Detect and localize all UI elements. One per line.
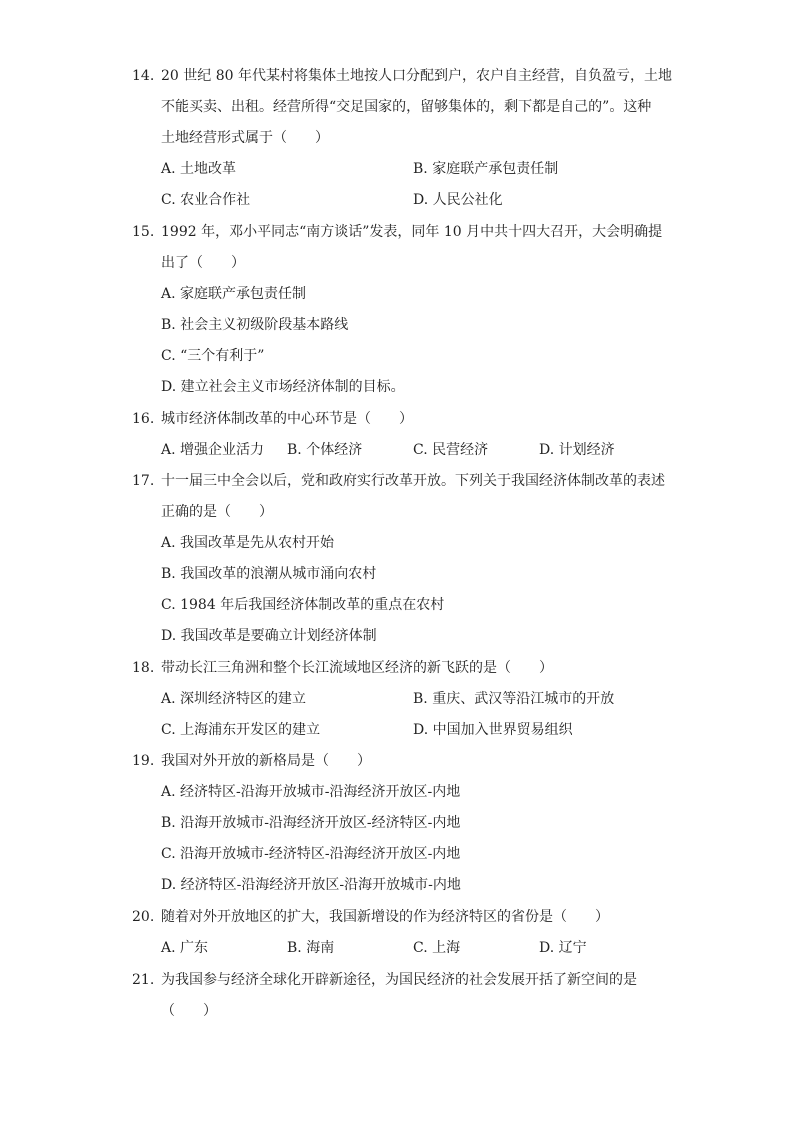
option-row — [161, 621, 672, 652]
question-stem-line: 随着对外开放地区的扩大，我国新增设的作为经济特区的省份是（ ） — [161, 909, 609, 925]
option-c[interactable]: C. 沿海开放城市-经济特区-沿海经济开放区-内地 — [161, 846, 461, 862]
option-row — [161, 777, 672, 808]
question-number: 15. — [132, 224, 155, 240]
question-stem-line: 我国对外开放的新格局是（ ） — [161, 753, 371, 769]
question-14 — [132, 61, 672, 216]
options — [161, 435, 672, 466]
option-b[interactable]: B. 我国改革的浪潮从城市涌向农村 — [161, 566, 377, 582]
question-stem — [161, 965, 672, 1027]
option-row — [161, 310, 672, 341]
option-c[interactable]: C. 上海 — [413, 940, 461, 956]
option-b[interactable]: B. 海南 — [287, 940, 335, 956]
question-stem-line: 20 世纪 80 年代某村将集体土地按人口分配到户，农户自主经营，自负盈亏，土地 — [161, 68, 672, 84]
option-row — [161, 559, 672, 590]
option-a[interactable]: A. 深圳经济特区的建立 — [161, 691, 307, 707]
option-b[interactable]: B. 社会主义初级阶段基本路线 — [161, 317, 349, 333]
question-stem-line: 十一届三中全会以后，党和政府实行改革开放。下列关于我国经济体制改革的表述 — [161, 473, 665, 489]
option-row — [161, 870, 672, 901]
option-d[interactable]: D. 我国改革是要确立计划经济体制 — [161, 628, 377, 644]
question-stem-line: 城市经济体制改革的中心环节是（ ） — [161, 411, 413, 427]
question-15 — [132, 217, 672, 403]
question-21 — [132, 965, 672, 1027]
option-a[interactable]: A. 广东 — [161, 940, 209, 956]
question-number: 18. — [132, 660, 155, 676]
question-stem — [161, 653, 672, 684]
option-row — [161, 372, 672, 403]
option-row — [161, 154, 672, 185]
question-stem-line: 正确的是（ ） — [161, 504, 273, 520]
option-c[interactable]: C. “三个有利于” — [161, 348, 265, 364]
option-row — [161, 185, 672, 216]
option-a[interactable]: A. 我国改革是先从农村开始 — [161, 535, 335, 551]
question-stem — [161, 902, 672, 933]
options — [161, 528, 672, 652]
option-row — [161, 528, 672, 559]
option-b[interactable]: B. 个体经济 — [287, 442, 363, 458]
question-17 — [132, 466, 672, 652]
question-stem-line: 出了（ ） — [161, 255, 245, 271]
question-stem-line: 土地经营形式属于（ ） — [161, 130, 329, 146]
option-c[interactable]: C. 上海浦东开发区的建立 — [161, 722, 321, 738]
option-d[interactable]: D. 计划经济 — [539, 442, 615, 458]
option-row — [161, 839, 672, 870]
question-stem-line: （ ） — [161, 1003, 217, 1019]
question-number: 16. — [132, 411, 155, 427]
option-a[interactable]: A. 增强企业活力 — [161, 442, 265, 458]
question-number: 21. — [132, 972, 155, 988]
question-number: 20. — [132, 909, 155, 925]
option-b[interactable]: B. 沿海开放城市-沿海经济开放区-经济特区-内地 — [161, 815, 461, 831]
option-row — [161, 590, 672, 621]
option-d[interactable]: D. 经济特区-沿海经济开放区-沿海开放城市-内地 — [161, 877, 461, 893]
question-18 — [132, 653, 672, 746]
question-stem-line: 为我国参与经济全球化开辟新途径，为国民经济的社会发展开括了新空间的是 — [161, 972, 637, 988]
option-c[interactable]: C. 1984 年后我国经济体制改革的重点在农村 — [161, 597, 445, 613]
option-row — [161, 715, 672, 746]
option-a[interactable]: A. 土地改革 — [161, 161, 237, 177]
options — [161, 684, 672, 746]
option-row — [161, 933, 672, 964]
option-a[interactable]: A. 家庭联产承包责任制 — [161, 286, 307, 302]
question-stem-line: 1992 年，邓小平同志“南方谈话”发表，同年 10 月中共十四大召开，大会明确提 — [161, 224, 663, 240]
question-19 — [132, 746, 672, 901]
question-16 — [132, 404, 672, 466]
option-c[interactable]: C. 农业合作社 — [161, 192, 251, 208]
question-stem — [161, 217, 672, 279]
option-b[interactable]: B. 家庭联产承包责任制 — [413, 161, 559, 177]
question-stem — [161, 746, 672, 777]
option-b[interactable]: B. 重庆、武汉等沿江城市的开放 — [413, 691, 615, 707]
question-number: 14. — [132, 68, 155, 84]
option-d[interactable]: D. 人民公社化 — [413, 192, 503, 208]
question-number: 19. — [132, 753, 155, 769]
option-row — [161, 341, 672, 372]
question-number: 17. — [132, 473, 155, 489]
question-stem — [161, 61, 672, 154]
question-20 — [132, 902, 672, 964]
option-row — [161, 435, 672, 466]
options — [161, 777, 672, 901]
option-c[interactable]: C. 民营经济 — [413, 442, 489, 458]
option-d[interactable]: D. 建立社会主义市场经济体制的目标。 — [161, 379, 405, 395]
option-d[interactable]: D. 辽宁 — [539, 940, 587, 956]
question-stem-line: 带动长江三角洲和整个长江流域地区经济的新飞跃的是（ ） — [161, 660, 553, 676]
question-stem — [161, 404, 672, 435]
options — [161, 279, 672, 403]
option-a[interactable]: A. 经济特区-沿海开放城市-沿海经济开放区-内地 — [161, 784, 461, 800]
option-row — [161, 808, 672, 839]
question-stem — [161, 466, 672, 528]
question-stem-line: 不能买卖、出租。经营所得“交足国家的，留够集体的，剩下都是自己的”。这种 — [161, 99, 652, 115]
option-row — [161, 684, 672, 715]
option-row — [161, 279, 672, 310]
options — [161, 933, 672, 964]
options — [161, 154, 672, 216]
option-d[interactable]: D. 中国加入世界贸易组织 — [413, 722, 573, 738]
